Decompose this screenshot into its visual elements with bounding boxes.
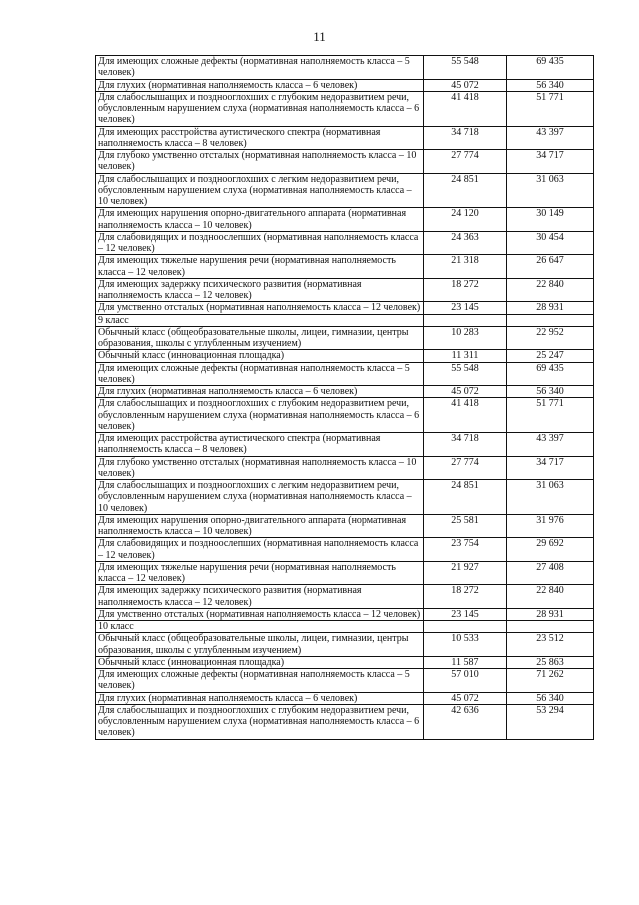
row-description: Для имеющих тяжелые нарушения речи (нормативная наполняемость класса – 12 человек) <box>96 255 424 279</box>
row-description: Для имеющих расстройства аутистического спектра (нормативная наполняемость класса – 8 человек) <box>96 433 424 457</box>
table-row <box>96 326 594 350</box>
table-row <box>96 362 594 386</box>
value-column-1: 11 587 <box>424 656 507 668</box>
table-row <box>96 231 594 255</box>
table-row <box>96 656 594 668</box>
value-column-2: 43 397 <box>507 433 594 457</box>
value-column-1: 21 927 <box>424 561 507 585</box>
row-description: Обычный класс (общеобразовательные школы, лицеи, гимназии, центры образования, школы с углубленным изучением) <box>96 326 424 350</box>
table-row <box>96 278 594 302</box>
row-description: Для имеющих нарушения опорно-двигательного аппарата (нормативная наполняемость класса – 10 человек) <box>96 208 424 232</box>
value-column-1: 23 145 <box>424 302 507 314</box>
row-description: Для глухих (нормативная наполняемость класса – 6 человек) <box>96 79 424 91</box>
section-title: 9 класс <box>96 314 424 326</box>
value-column-2: 23 512 <box>507 633 594 657</box>
section-title: 10 класс <box>96 621 424 633</box>
value-column-2: 29 692 <box>507 538 594 562</box>
table-row <box>96 669 594 693</box>
table-row <box>96 386 594 398</box>
value-column-2: 27 408 <box>507 561 594 585</box>
row-description: Для имеющих сложные дефекты (нормативная наполняемость класса – 5 человек) <box>96 362 424 386</box>
row-description: Для слабослышащих и позднооглохших с легким недоразвитием речи, обусловленным нарушением слуха (нормативная наполняемость класса – 10 человек) <box>96 480 424 515</box>
table-row <box>96 56 594 80</box>
row-description: Для имеющих сложные дефекты (нормативная наполняемость класса – 5 человек) <box>96 669 424 693</box>
table-row <box>96 704 594 739</box>
value-column-1: 11 311 <box>424 350 507 362</box>
value-column-2: 56 340 <box>507 386 594 398</box>
value-column-1 <box>424 314 507 326</box>
value-column-2: 34 717 <box>507 150 594 174</box>
row-description: Для имеющих нарушения опорно-двигательного аппарата (нормативная наполняемость класса – 10 человек) <box>96 514 424 538</box>
table-row <box>96 514 594 538</box>
value-column-1: 45 072 <box>424 386 507 398</box>
cost-table-body <box>96 56 594 740</box>
value-column-1: 24 851 <box>424 480 507 515</box>
table-row <box>96 585 594 609</box>
table-row <box>96 692 594 704</box>
section-header-row <box>96 314 594 326</box>
value-column-2 <box>507 621 594 633</box>
value-column-2: 22 952 <box>507 326 594 350</box>
value-column-1: 55 548 <box>424 362 507 386</box>
row-description: Для слабослышащих и позднооглохших с глубоким недоразвитием речи, обусловленным нарушением слуха (нормативная наполняемость класса – 6 человек) <box>96 704 424 739</box>
row-description: Для слабослышащих и позднооглохших с легким недоразвитием речи, обусловленным нарушением слуха (нормативная наполняемость класса – 10 человек) <box>96 173 424 208</box>
value-column-1: 55 548 <box>424 56 507 80</box>
row-description: Обычный класс (инновационная площадка) <box>96 656 424 668</box>
value-column-1: 25 581 <box>424 514 507 538</box>
value-column-2: 28 931 <box>507 608 594 620</box>
value-column-1 <box>424 621 507 633</box>
value-column-1: 42 636 <box>424 704 507 739</box>
value-column-2: 25 247 <box>507 350 594 362</box>
value-column-1: 10 533 <box>424 633 507 657</box>
value-column-2: 31 063 <box>507 173 594 208</box>
value-column-2: 28 931 <box>507 302 594 314</box>
row-description: Для глухих (нормативная наполняемость класса – 6 человек) <box>96 692 424 704</box>
value-column-1: 45 072 <box>424 79 507 91</box>
value-column-1: 21 318 <box>424 255 507 279</box>
table-row <box>96 150 594 174</box>
row-description: Для слабовидящих и поздноослепших (нормативная наполняемость класса – 12 человек) <box>96 538 424 562</box>
value-column-2: 26 647 <box>507 255 594 279</box>
value-column-1: 23 145 <box>424 608 507 620</box>
row-description: Для глухих (нормативная наполняемость класса – 6 человек) <box>96 386 424 398</box>
table-row <box>96 126 594 150</box>
section-header-row <box>96 621 594 633</box>
table-row <box>96 79 594 91</box>
value-column-2: 34 717 <box>507 456 594 480</box>
row-description: Для глубоко умственно отсталых (нормативная наполняемость класса – 10 человек) <box>96 456 424 480</box>
value-column-1: 34 718 <box>424 433 507 457</box>
value-column-2: 51 771 <box>507 91 594 126</box>
row-description: Обычный класс (инновационная площадка) <box>96 350 424 362</box>
row-description: Обычный класс (общеобразовательные школы, лицеи, гимназии, центры образования, школы с углубленным изучением) <box>96 633 424 657</box>
table-row <box>96 173 594 208</box>
value-column-2: 51 771 <box>507 398 594 433</box>
table-row <box>96 456 594 480</box>
table-row <box>96 350 594 362</box>
value-column-1: 24 851 <box>424 173 507 208</box>
table-row <box>96 433 594 457</box>
row-description: Для слабослышащих и позднооглохших с глубоким недоразвитием речи, обусловленным нарушением слуха (нормативная наполняемость класса – 6 человек) <box>96 398 424 433</box>
value-column-1: 10 283 <box>424 326 507 350</box>
value-column-2: 30 454 <box>507 231 594 255</box>
value-column-1: 24 120 <box>424 208 507 232</box>
value-column-2 <box>507 314 594 326</box>
value-column-2: 56 340 <box>507 79 594 91</box>
row-description: Для имеющих задержку психического развития (нормативная наполняемость класса – 12 человек) <box>96 585 424 609</box>
row-description: Для имеющих расстройства аутистического спектра (нормативная наполняемость класса – 8 человек) <box>96 126 424 150</box>
row-description: Для имеющих тяжелые нарушения речи (нормативная наполняемость класса – 12 человек) <box>96 561 424 585</box>
value-column-1: 23 754 <box>424 538 507 562</box>
row-description: Для имеющих задержку психического развития (нормативная наполняемость класса – 12 человек) <box>96 278 424 302</box>
value-column-2: 31 063 <box>507 480 594 515</box>
row-description: Для слабослышащих и позднооглохших с глубоким недоразвитием речи, обусловленным нарушением слуха (нормативная наполняемость класса – 6 человек) <box>96 91 424 126</box>
value-column-1: 34 718 <box>424 126 507 150</box>
value-column-2: 22 840 <box>507 278 594 302</box>
value-column-1: 41 418 <box>424 398 507 433</box>
table-row <box>96 91 594 126</box>
table-row <box>96 633 594 657</box>
value-column-2: 69 435 <box>507 56 594 80</box>
value-column-2: 69 435 <box>507 362 594 386</box>
value-column-2: 71 262 <box>507 669 594 693</box>
value-column-2: 22 840 <box>507 585 594 609</box>
row-description: Для слабовидящих и поздноослепших (нормативная наполняемость класса – 12 человек) <box>96 231 424 255</box>
value-column-2: 56 340 <box>507 692 594 704</box>
value-column-2: 53 294 <box>507 704 594 739</box>
value-column-1: 27 774 <box>424 150 507 174</box>
value-column-2: 25 863 <box>507 656 594 668</box>
value-column-1: 18 272 <box>424 278 507 302</box>
value-column-2: 31 976 <box>507 514 594 538</box>
table-row <box>96 302 594 314</box>
value-column-1: 27 774 <box>424 456 507 480</box>
table-row <box>96 608 594 620</box>
page-number: 11 <box>313 29 326 44</box>
value-column-2: 43 397 <box>507 126 594 150</box>
value-column-1: 45 072 <box>424 692 507 704</box>
value-column-1: 57 010 <box>424 669 507 693</box>
row-description: Для умственно отсталых (нормативная наполняемость класса – 12 человек) <box>96 608 424 620</box>
value-column-1: 24 363 <box>424 231 507 255</box>
table-row <box>96 480 594 515</box>
value-column-1: 41 418 <box>424 91 507 126</box>
cost-table <box>95 55 594 740</box>
table-row <box>96 398 594 433</box>
row-description: Для умственно отсталых (нормативная наполняемость класса – 12 человек) <box>96 302 424 314</box>
table-row <box>96 538 594 562</box>
table-row <box>96 208 594 232</box>
row-description: Для глубоко умственно отсталых (нормативная наполняемость класса – 10 человек) <box>96 150 424 174</box>
table-row <box>96 255 594 279</box>
value-column-1: 18 272 <box>424 585 507 609</box>
table-row <box>96 561 594 585</box>
row-description: Для имеющих сложные дефекты (нормативная наполняемость класса – 5 человек) <box>96 56 424 80</box>
value-column-2: 30 149 <box>507 208 594 232</box>
